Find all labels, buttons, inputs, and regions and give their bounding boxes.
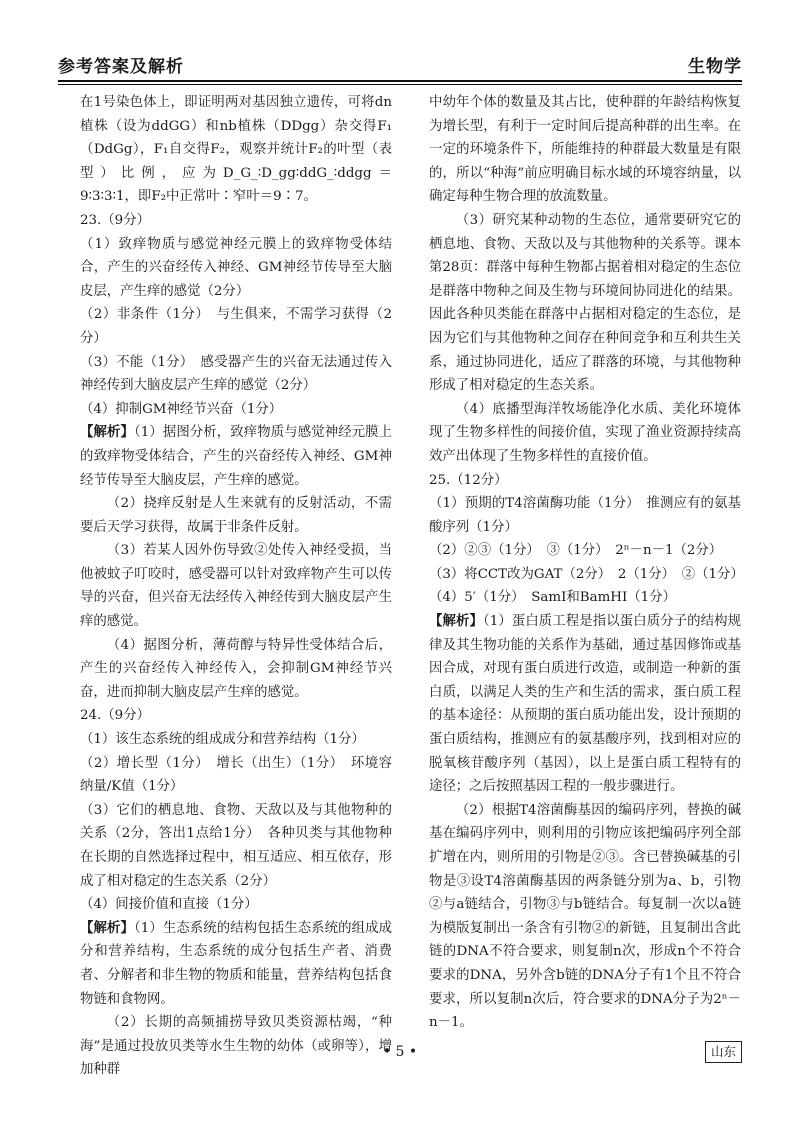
- paragraph: [80, 91, 392, 209]
- paragraph: [80, 421, 392, 492]
- paragraph-text: （2）根据T4溶菌酶基因的编码序列，替换的碱基在编码序列中，则利用的引物应该把编码序列全部扩增在内，则所用的引物是②③。含已替换碱基的引物是③设T4溶菌酶基因的两条链分别为a、b，引物②与a链结合，引物③与b链结合。每复制一次以a链为模版复制出一条含有引物②的新链，且复制出含此链的DNA不符合要求，则复制n次，形成n个不符合要求的DNA，另外含b链的DNA分子有1个且不符合要求，所以复制n次后，符合要求的DNA分子为2ⁿ－n－1。: [429, 802, 741, 1031]
- paragraph: [80, 917, 392, 1011]
- paragraph-text: （1）该生态系统的组成成分和营养结构（1分）: [80, 732, 365, 748]
- page-header: [58, 44, 742, 80]
- paragraph-text: （1）据图分析，致痒物质与感觉神经元膜上的致痒物受体结合，产生的兴奋经传入神经、GM神经节传导至大脑皮层，产生痒的感觉。: [80, 425, 393, 488]
- paragraph: [80, 303, 392, 350]
- paragraph-text: 在1号染色体上，即证明两对基因独立遗传，可将dn植株（设为ddGG）和nb植株（DDgg）杂交得F₁（DdGg），F₁自交得F₂，观察并统计F₂的叶型（表型）比例，应为D_G_∶D_gg∶ddG_∶ddgg＝9∶3∶3∶1，即F₂中正常叶∶窄叶＝9∶7。: [80, 95, 392, 205]
- page-number: • 5 •: [382, 1044, 418, 1060]
- paragraph: [429, 492, 741, 539]
- paragraph: [429, 539, 741, 563]
- paragraph-text: （3）若某人因外伤导致②处传入神经受损，当他被蚊子叮咬时，感受器可以针对致痒物产生可以传导的兴奋，但兴奋无法经传入神经传到大脑皮层产生痒的感觉。: [80, 543, 392, 630]
- paragraph-text: （3）研究某种动物的生态位，通常要研究它的栖息地、食物、天敌以及与其他物种的关系等。课本第28页：群落中每种生物都占据着相对稳定的生态位是群落中物种之间及生物与环境间协同进化的结果。因此各种贝类能在群落中占据相对稳定的生态位，是因为它们与其他物种之间存在种间竞争和互利共生关系，通过协同进化，适应了群落的环境，与其他物种形成了相对稳定的生态关系。: [429, 212, 741, 394]
- region-badge: 山东: [705, 1041, 742, 1063]
- header-left-title: 参考答案及解析: [58, 57, 184, 77]
- paragraph-text: （4）据图分析，薄荷醇与特异性受体结合后，产生的兴奋经传入神经传入，会抑制GM神经节兴奋，进而抑制大脑皮层产生痒的感觉。: [80, 637, 392, 700]
- paragraph-text: （2）长期的高频捕捞导致贝类资源枯竭，“种海”是通过投放贝类等水生生物的幼体（或卵等），增加种群: [80, 1015, 392, 1078]
- paragraph: [80, 728, 392, 752]
- paragraph-text: （1）致痒物质与感觉神经元膜上的致痒物受体结合，产生的兴奋经传入神经、GM神经节传导至大脑皮层，产生痒的感觉（2分）: [80, 236, 392, 299]
- paragraph: [80, 351, 392, 398]
- paragraph-text: （4）抑制GM神经节兴奋（1分）: [80, 401, 283, 417]
- paragraph-text: （3）不能（1分） 感受器产生的兴奋无法通过传入神经传到大脑皮层产生痒的感觉（2分）: [80, 354, 392, 394]
- analysis-tag: 【解析】: [80, 424, 134, 441]
- paragraph: [429, 563, 744, 587]
- paragraph: [80, 209, 392, 233]
- paragraph-text: （3）它们的栖息地、食物、天敌以及与其他物种的关系（2分，答出1点给1分） 各种贝类与其他物种在长期的自然选择过程中，相互适应、相互依存，形成了相对稳定的生态关系（2分）: [80, 802, 392, 889]
- paragraph: [429, 209, 741, 398]
- paragraph: [429, 91, 741, 209]
- header-right-title: 生物学: [688, 57, 742, 77]
- paragraph: [80, 704, 392, 728]
- paragraph: [80, 752, 392, 799]
- paragraph: [429, 610, 741, 799]
- paragraph-text: （2）非条件（1分） 与生俱来，不需学习获得（2分）: [80, 307, 392, 346]
- paragraph: [80, 634, 392, 705]
- paragraph: [80, 492, 392, 539]
- paragraph-text: 23.（9分）: [80, 212, 150, 228]
- paragraph-text: （3）将CCT改为GAT（2分） 2（1分） ②（1分）: [429, 566, 744, 582]
- paragraph-text: 24.（9分）: [80, 708, 150, 724]
- analysis-tag: 【解析】: [80, 919, 134, 936]
- paragraph-text: （1）预期的T4溶菌酶功能（1分） 推测应有的氨基酸序列（1分）: [429, 496, 741, 535]
- analysis-tag: 【解析】: [429, 613, 483, 630]
- paragraph-text: （2）②③（1分） ③（1分） 2ⁿ－n－1（2分）: [429, 543, 723, 559]
- paragraph-text: （4）底播型海洋牧场能净化水质、美化环境体现了生物多样性的间接价值，实现了渔业资源持续高效产出体现了生物多样性的直接价值。: [429, 401, 741, 464]
- paragraph-text: （2）挠痒反射是人生来就有的反射活动，不需要后天学习获得，故属于非条件反射。: [80, 496, 392, 535]
- paragraph: [429, 586, 741, 610]
- paragraph-text: （1）蛋白质工程是指以蛋白质分子的结构规律及其生物功能的关系作为基础，通过基因修饰或基因合成，对现有蛋白质进行改造，或制造一种新的蛋白质，以满足人类的生产和生活的需求，蛋白质工程的基本途径：从预期的蛋白质功能出发，设计预期的蛋白质结构，推测应有的氨基酸序列，找到相对应的脱氧核苷酸序列（基因），以上是蛋白质工程特有的途径；之后按照基因工程的一般步骤进行。: [429, 614, 742, 795]
- paragraph-text: 25.（12分）: [429, 472, 508, 488]
- paragraph-text: （4）间接价值和直接（1分）: [80, 897, 258, 913]
- paragraph: [429, 469, 741, 493]
- paragraph: [80, 539, 392, 633]
- paragraph: [80, 799, 392, 893]
- right-column: [429, 91, 744, 1035]
- left-column: [80, 91, 392, 1082]
- paragraph-text: （1）生态系统的结构包括生态系统的组成成分和营养结构，生态系统的成分包括生产者、消费者、分解者和非生物的物质和能量，营养结构包括食物链和食物网。: [80, 920, 393, 1007]
- paragraph-text: （2）增长型（1分） 增长（出生）（1分） 环境容纳量/K值（1分）: [80, 755, 392, 795]
- paragraph: [80, 398, 392, 422]
- paragraph: [80, 893, 392, 917]
- paragraph: [429, 398, 741, 469]
- paragraph: [80, 233, 392, 304]
- paragraph-text: 中幼年个体的数量及其占比，使种群的年龄结构恢复为增长型，有利于一定时间后提高种群的出生率。在一定的环境条件下，所能维持的种群最大数量是有限的，所以“种海”前应明确目标水域的环境容纳量，以确定每种生物合理的放流数量。: [429, 95, 741, 205]
- paragraph: [429, 799, 741, 1035]
- header-rule-thin: [58, 84, 742, 85]
- paragraph-text: （4）5′（1分） SamⅠ和BamHⅠ（1分）: [429, 590, 676, 606]
- header-rule-thick: [58, 80, 742, 82]
